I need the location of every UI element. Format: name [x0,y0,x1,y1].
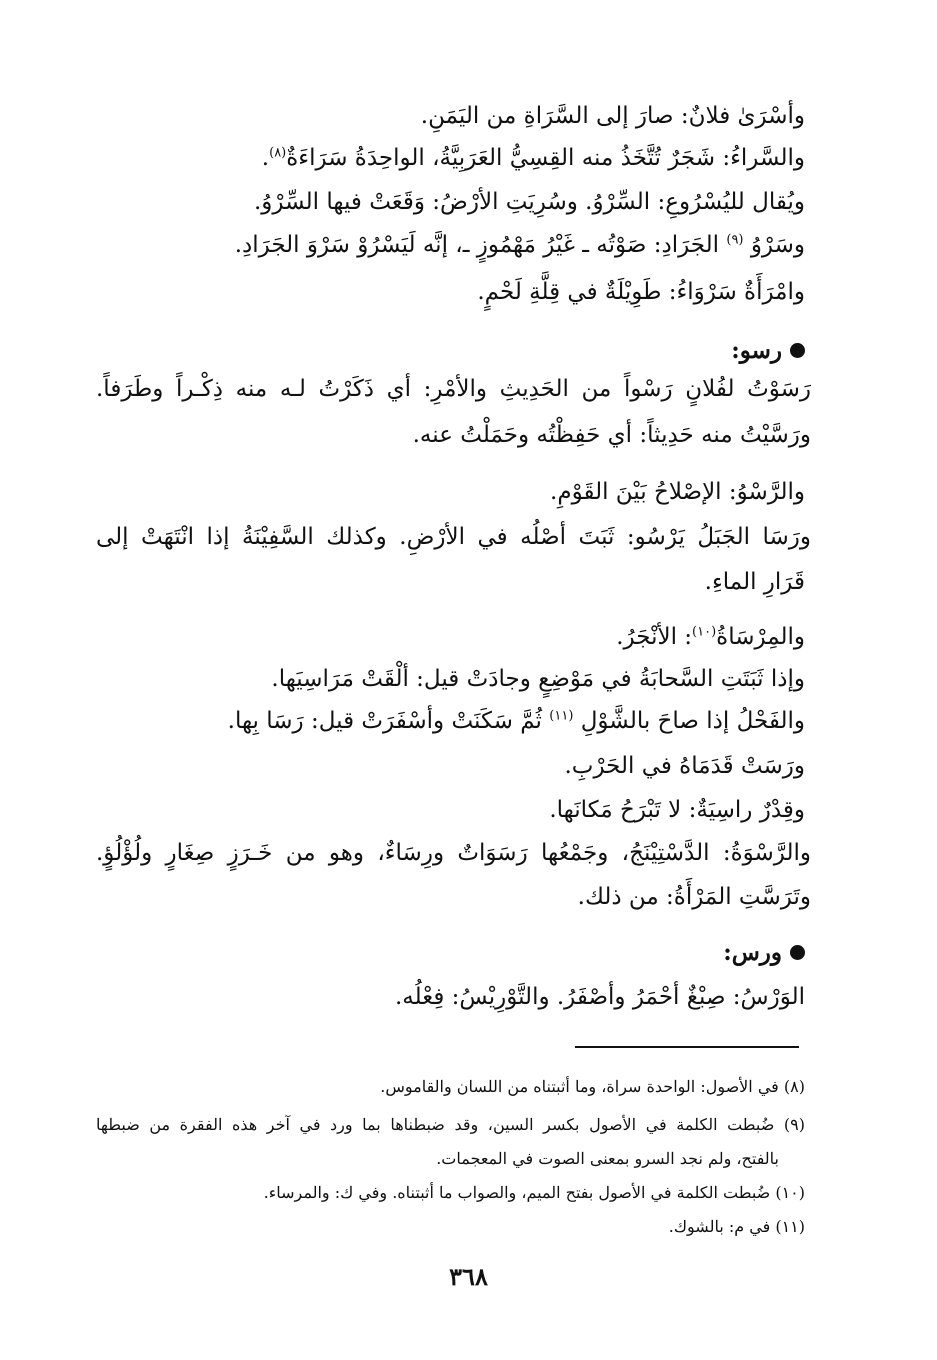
footnote-ref: (١٠) [692,624,717,640]
text-line: ويُقال لليُسْرُوعِ: السِّرْوُ. وسُرِيَتِ الأرْضُ: وَقَعَتْ فيها السِّرْوُ. [254,189,805,215]
footnote-ref: (٩) [726,232,744,248]
footnote: (٩) ضُبطت الكلمة في الأصول بكسر السين، وقد ضبطناها بما ورد في آخر هذه الفقرة من ضبطها [96,1115,805,1134]
footnote-ref: (٨) [269,145,287,161]
text-line: وقِدْرٌ راسِيَةٌ: لا تَبْرَحُ مَكانَها. [549,797,805,823]
text-line: وسَرْوُ $^{(٩)}$ الجَرَادِ: صَوْتُه ـ غَيْرُ مَهْمُوزٍ ـ، إنَّه لَيَسْرُوْ سَرْوَ الجَرَادِ. [234,232,805,258]
text-line: وتَرَسَّتِ المَرْأَةُ: من ذلك. [577,884,811,910]
footnote: بالفتح، ولم نجد السرو بمعنى الصوت في المعجمات. [436,1149,779,1168]
text-line: رَسَوْتُ لفُلانٍ رَسْواً من الحَدِيثِ والأمْرِ: أي ذَكَرْتُ لـه منه ذِكْـراً وطَرَفاً. [96,376,811,402]
text-line: والمِرْسَاةُ$^{(١٠)}$: الأنْجَرُ. [616,624,805,650]
text-line: وامْرَأَةٌ سَرْوَاءُ: طَوِيْلَةٌ في قِلَّةِ لَحْمٍ. [477,279,805,305]
text-line: والسَّراءُ: شَجَرٌ تُتَّخَذُ منه القِسِيُّ العَرَبِيَّةُ، الواحِدَةُ سَرَاءَةٌ$^{(٨)}$. [261,145,805,171]
entry-heading: ورس: [723,938,805,968]
text-line: والفَحْلُ إذا صاحَ بالشَّوْلِ $^{(١١)}$ ثُمَّ سَكَنَتْ وأسْفَرَتْ قيل: رَسَا بِها. [227,708,805,734]
text-line: الوَرْسُ: صِبْغٌ أحْمَرُ وأصْفَرُ. والتَّوْرِيْسُ: فِعْلُه. [395,984,805,1010]
bullet-icon [790,945,805,960]
entry-heading: رسو: [731,336,805,366]
text-line: وإذا ثَبَتَتِ السَّحابَةُ في مَوْضِعٍ وجادَتْ قيل: ألْقَتْ مَرَاسِيَها. [271,666,805,692]
footnote-ref: (١١) [549,708,574,724]
footnote: (١١) في م: بالشوك. [668,1217,805,1236]
text-line: والرَّسْوُ: الإصْلاحُ بَيْنَ القَوْمِ. [550,479,805,505]
footnote-divider [575,1046,799,1048]
text-line: قَرَارِ الماءِ. [704,569,805,595]
page-number: ٣٦٨ [449,1262,488,1291]
footnote: (٨) في الأصول: الواحدة سراة، وما أثبتناه من اللسان والقاموس. [380,1077,805,1096]
text-line: ورَسَّيْتُ منه حَدِيثاً: أي حَفِظْتُه وحَمَلْتُ عنه. [412,422,811,448]
text-line: والرَّسْوَةُ: الدَّسْتِيْنَجُ، وجَمْعُها رَسَوَاتٌ ورِسَاءٌ، وهو من خَـرَزٍ صِغَارٍ ولُؤْلُؤٍ. [96,840,811,866]
text-line: ورَسَا الجَبَلُ يَرْسُو: ثَبَتَ أصْلُه في الأرْضِ. وكذلك السَّفِيْنَةُ إذا انْتَهَتْ إلى [96,524,811,550]
text-line: وأسْرَىٰ فلانٌ: صارَ إلى السَّرَاةِ من اليَمَنِ. [420,103,805,129]
bullet-icon [790,343,805,358]
footnote: (١٠) ضُبطت الكلمة في الأصول بفتح الميم، والصواب ما أثبتناه. وفي ك: والمرساء. [263,1183,805,1202]
text-line: ورَسَتْ قَدَمَاهُ في الحَرْبِ. [564,753,805,779]
